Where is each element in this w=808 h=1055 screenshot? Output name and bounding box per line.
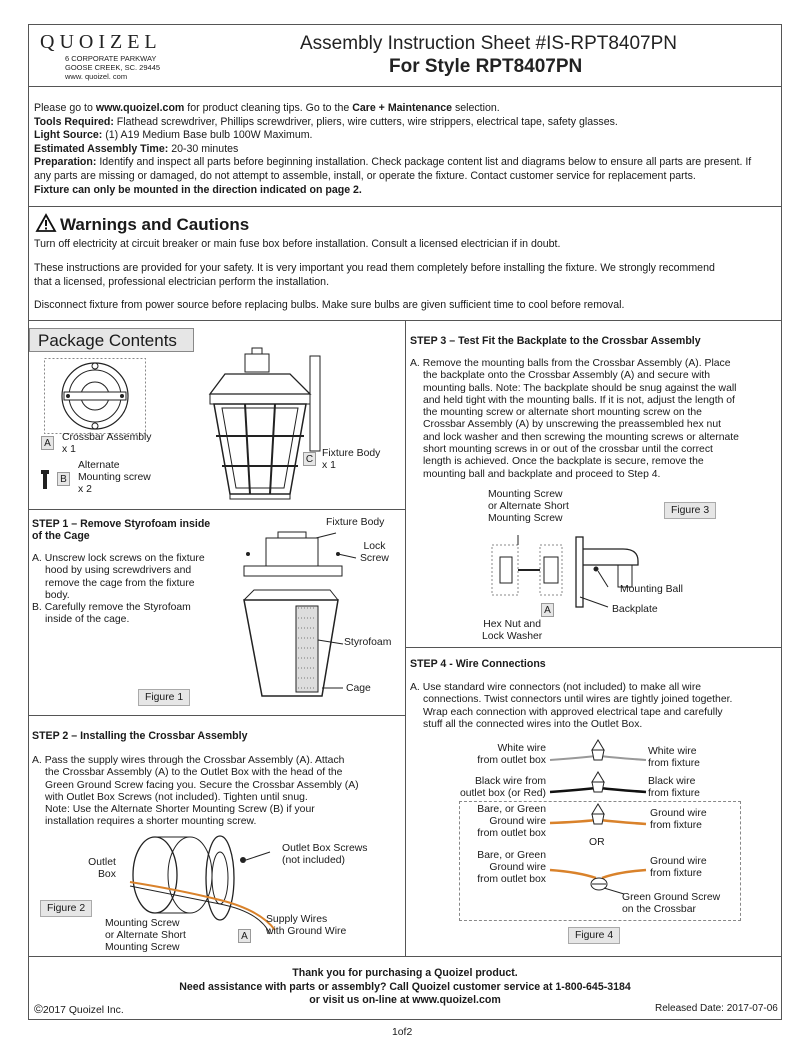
light-label: Light Source: [34,129,103,142]
figure4-drawing [548,738,648,898]
step2-line: with Outlet Box Screws (not included). Tighten until snug. [45,791,308,803]
white-r1: White wire [648,746,697,757]
intro-text: Please go to [34,102,96,114]
supply-label-2: with Ground Wire [266,926,347,937]
step3-line: short mounting screws in or out of the crossbar until the correct [423,444,713,456]
footer-assistance: Need assistance with parts or assembly? Call Quoizel customer service at 1-800-645-3184 [179,980,631,993]
ms-label-2: or Alternate Short [488,501,569,512]
step2-line: the Crossbar Assembly (A) to the Outlet Box with the head of the [45,767,343,779]
header-rule [28,86,782,87]
ground2-fixture-label [650,856,707,880]
g2-l1: Bare, or Green [477,850,546,861]
tools-label: Tools Required: [34,115,114,128]
tools-required [34,116,758,130]
warning-p3: Disconnect fixture from power source before replacing bulbs. Make sure bulbs are given sufficient time to cool before removal. [34,299,625,311]
black-r1: Black wire [648,776,696,787]
part-c-letter: C [303,452,316,466]
figure3-label: Figure 3 [664,502,716,519]
black-r2: from fixture [648,788,700,799]
black-wire-fixture-label [648,776,700,800]
warning-triangle-icon [36,214,56,232]
intro-block [34,102,758,197]
figure1-drawing [238,528,348,708]
white-l1: White wire [497,743,546,754]
warning-p2: These instructions are provided for your safety. It is very important you read them completely before installing the fixture. We strongly recommend that a licensed, professional electrician perform the installation. [34,262,715,288]
page-number: 1of2 [392,1027,413,1038]
footer-online: or visit us on-line at www.quoizel.com [309,994,501,1006]
g2-r2: from fixture [650,868,702,879]
step1-title-line2: of the Cage [32,530,90,542]
white-wire-outlet-label [466,743,546,767]
hex-label-2: Lock Washer [482,631,543,642]
part-c-name: Fixture Body [322,448,381,459]
step1-line: body. [45,589,70,601]
white-wire-fixture-label [648,746,700,770]
black-l1: Black wire from [474,776,546,787]
figure2-label: Figure 2 [40,900,92,917]
package-contents-title: Package Contents [29,328,194,352]
step4-title: STEP 4 - Wire Connections [410,658,546,670]
preparation [34,156,758,183]
part-a-label [62,432,152,456]
lock-label-1: Lock [363,541,386,552]
fig3-backplate-label: Backplate [612,604,658,615]
company-address [65,54,160,81]
part-b-name-1: Alternate [78,460,120,471]
step3-line: mounting balls. Note: The backplate should be snug against the wall [423,382,737,394]
footer-rule [28,956,782,957]
column-divider [405,320,406,956]
time-label: Estimated Assembly Time: [34,142,169,155]
part-a-letter: A [41,436,54,450]
step4-line: Wrap each connection with approved electrical tape and carefully [423,706,723,718]
fig3-hex-nut-label [482,619,542,643]
supply-label-1: Supply Wires [266,914,328,925]
g1-l1: Bare, or Green [477,804,546,815]
light-text: (1) A19 Medium Base bulb 100W Maximum. [102,129,313,142]
ground2-outlet-label [462,850,546,886]
package-step1-rule [28,509,405,510]
care-maintenance-link: Care + Maintenance [352,102,452,114]
assembly-time [34,143,758,157]
step1-title-line1: STEP 1 – Remove Styrofoam inside [32,518,211,530]
address-line-2: GOOSE CREEK, SC. 29445 [65,63,161,72]
mount-label-3: Mounting Screw [105,942,180,953]
ground1-fixture-label [650,808,707,832]
step3-line: length is achieved. Once the backplate is secure, remove the [423,456,704,468]
ms-label-1: Mounting Screw [488,489,563,500]
outlet-label-1: Outlet [88,857,116,868]
figure4-label: Figure 4 [568,927,620,944]
fig2-outlet-screws-label [282,843,367,867]
part-c-label [322,448,380,472]
g1-l3: from outlet box [477,828,546,839]
g1-l2: Ground wire [489,816,546,827]
copyright [34,1002,124,1016]
ground1-outlet-label [462,804,546,840]
step1-line: remove the cage from the fixture [45,577,195,589]
website-link[interactable]: www.quoizel.com [95,102,185,114]
intro-line-1 [34,102,758,116]
lock-label-2: Screw [360,553,389,564]
step2-line: Green Ground Screw facing you. Secure the Crossbar Assembly (A) [45,779,359,791]
outlet-label-2: Box [98,869,116,880]
step3-line: A. Remove the mounting balls from the Crossbar Assembly (A). Place [410,358,731,369]
g2-r1: Ground wire [650,856,707,867]
fig3-mounting-ball-label: Mounting Ball [620,584,683,595]
gscrew-2: on the Crossbar [622,904,696,915]
prep-label: Preparation: [34,156,97,169]
screws-label-2: (not included) [282,855,345,866]
brand-logo: QUOIZEL [40,31,162,53]
fig1-fixture-body-label: Fixture Body [326,517,385,528]
part-b-label [78,460,151,496]
step1-step2-rule [28,715,405,716]
step3-line: and held tight with the mounting balls. If it is not, adjust the length of [423,394,735,406]
step1-line: B. Carefully remove the Styrofoam [32,602,191,614]
step3-text [410,358,739,481]
g1-r2: from fixture [650,820,702,831]
step3-line: the backplate onto the Crossbar Assembly (A) and secure with [423,370,711,382]
step4-line: A. Use standard wire connectors (not included) to make all wire [410,682,702,693]
figure1-label: Figure 1 [138,689,190,706]
warning-p1: Turn off electricity at circuit breaker or main fuse box before installation. Consult a licensed electrician if in doubt. [34,238,561,250]
warnings-rule [28,206,782,207]
released-date: Released Date: 2017-07-06 [655,1003,778,1014]
sheet-title: Assembly Instruction Sheet #IS-RPT8407PN [300,33,678,54]
step3-line: Crossbar Assembly (A) by unscrewing the preassembled hex nut [423,419,721,431]
step4-line: stuff all the connected wires into the Outlet Box. [423,718,643,730]
step1-line: A. Unscrew lock screws on the fixture [32,553,205,564]
copyright-text: 2017 Quoizel Inc. [42,1005,124,1016]
step2-line: Note: Use the Alternate Shorter Mounting Screw (B) if your [45,804,315,816]
g2-l2: Ground wire [489,862,546,873]
part-a-qty: x 1 [62,444,76,455]
copyright-icon: © [34,1002,43,1016]
part-a-name: Crossbar Assembly [62,432,152,443]
fig2-outlet-box-label [88,857,116,881]
step2-text [32,755,359,829]
part-b-letter: B [57,472,70,486]
gscrew-1: Green Ground Screw [622,892,721,903]
part-b-name-2: Mounting screw [78,472,151,483]
step3-line: and lock washer and then screwing the mounting screws or alternate [423,431,739,443]
g1-r1: Ground wire [650,808,707,819]
intro-text: selection. [452,102,500,114]
g2-l3: from outlet box [477,874,546,885]
step3-title: STEP 3 – Test Fit the Backplate to the Crossbar Assembly [410,335,701,347]
step3-line: the mounting screw or alternate short mounting screw on the [423,407,702,419]
fixture-body-drawing [200,346,330,501]
company-website: www. quoizel. com [65,72,128,81]
black-wire-outlet-label [456,776,546,800]
crossbar-assembly-drawing [44,358,146,434]
step2-line: A. Pass the supply wires through the Crossbar Assembly (A). Attach [32,755,345,766]
mount-note: Fixture can only be mounted in the direction indicated on page 2. [34,183,362,196]
part-b-qty: x 2 [78,484,92,495]
ms-label-3: Mounting Screw [488,513,563,524]
address-line-1: 6 CORPORATE PARKWAY [65,54,157,63]
step3-step4-rule [405,647,782,648]
footer-text [28,967,782,1008]
intro-text: for product cleaning tips. Go to the [184,102,353,114]
white-r2: from fixture [648,758,700,769]
mount-label-1: Mounting Screw [105,918,180,929]
step3-line: mounting ball and backplate and proceed to Step 4. [423,468,661,480]
step1-line: inside of the cage. [45,614,130,626]
step2-line: installation requires a shorter mounting screw. [45,816,257,828]
mounting-screw-icon [40,470,50,490]
hex-label-1: Hex Nut and [483,619,541,630]
warnings-title: Warnings and Cautions [60,215,250,234]
fig1-cage-label: Cage [346,683,371,694]
screws-label-1: Outlet Box Screws [282,843,368,854]
tools-text: Flathead screwdriver, Phillips screwdriver, pliers, wire cutters, wire strippers, electrical tape, safety glasses. [113,115,618,128]
footer-thanks: Thank you for purchasing a Quoizel product. [292,967,518,979]
mount-label-2: or Alternate Short [105,930,186,941]
black-l2: outlet box (or Red) [459,788,546,799]
fig3-mounting-screw-label [488,489,569,525]
fig2-supply-wires-label [266,914,346,938]
fig2-mounting-screw-label [105,918,186,954]
step1-line: hood by using screwdrivers and [45,565,192,577]
or-label: OR [589,837,605,848]
step1-text [32,553,205,627]
fig1-styrofoam-label: Styrofoam [344,637,392,648]
step4-line: connections. Twist connectors until wires are tightly joined together. [423,694,733,706]
white-l2: from outlet box [477,755,546,766]
part-c-qty: x 1 [322,460,336,471]
step1-title [32,518,210,542]
prep-text: Identify and inspect all parts before beginning installation. Check package content list and diagrams below to ensure all parts are present. If any parts are missing or damaged, do not attempt to assemble, install, or operate the fixture. Contact customer service for replacement parts. [34,156,752,182]
fig1-lock-screw-label [360,541,389,565]
light-source [34,129,758,143]
time-text: 20-30 minutes [168,142,239,155]
fig2-part-a-letter: A [238,929,251,943]
fig3-part-a-letter: A [541,603,554,617]
step2-title: STEP 2 – Installing the Crossbar Assembly [32,730,248,742]
style-title: For Style RPT8407PN [389,56,583,77]
step4-text [410,682,732,731]
